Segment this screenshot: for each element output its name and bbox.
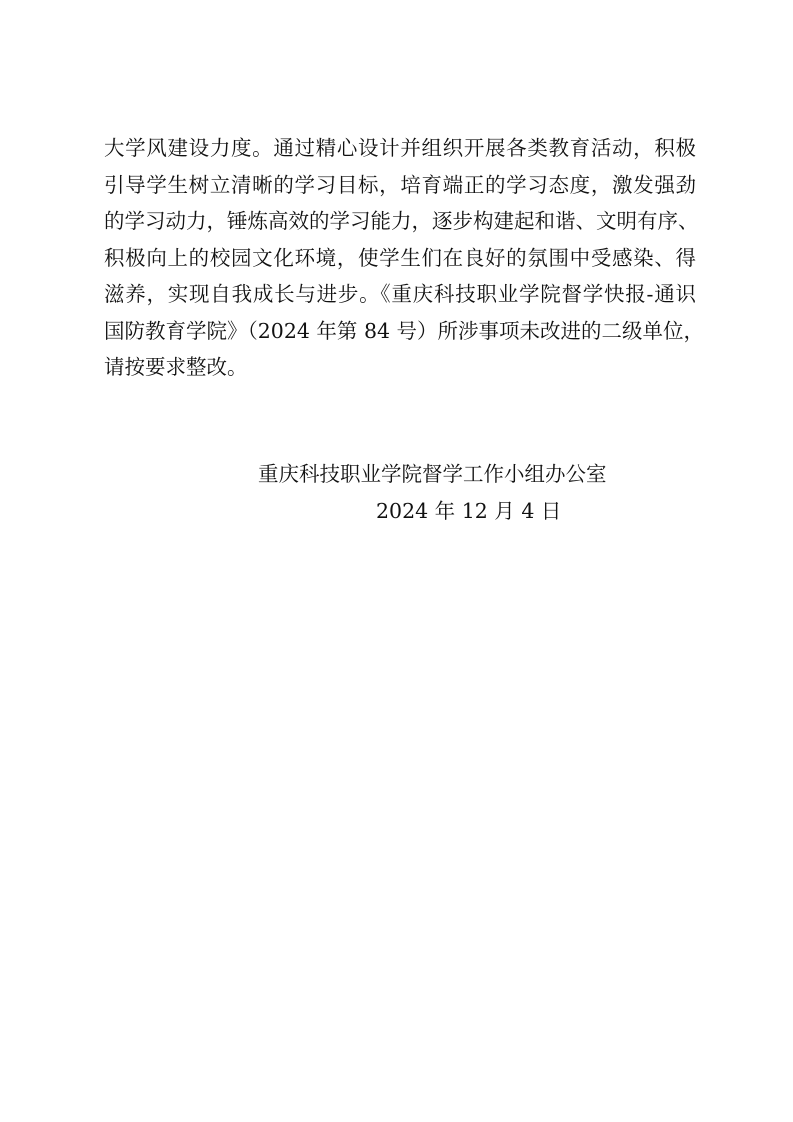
- signature-office: 重庆科技职业学院督学工作小组办公室: [258, 462, 607, 486]
- paragraph-line: 滋养，实现自我成长与进步。《重庆科技职业学院督学快报-通识: [104, 282, 696, 306]
- paragraph-line: 的学习动力，锤炼高效的学习能力，逐步构建起和谐、文明有序、: [104, 209, 699, 233]
- paragraph-line: 国防教育学院》（2024 年第 84 号）所涉事项未改进的二级单位，: [104, 318, 705, 343]
- signature-date: 2024 年 12 月 4 日: [376, 498, 562, 523]
- signature-block: [258, 456, 658, 529]
- paragraph-line: 请按要求整改。: [104, 355, 248, 379]
- paragraph-line: 积极向上的校园文化环境，使学生们在良好的氛围中受感染、得: [104, 245, 696, 270]
- body-paragraph: [104, 130, 705, 386]
- paragraph-line: 引导学生树立清晰的学习目标，培育端正的学习态度，激发强劲: [104, 172, 696, 197]
- paragraph-line: 大学风建设力度。通过精心设计并组织开展各类教育活动，积极: [104, 136, 696, 160]
